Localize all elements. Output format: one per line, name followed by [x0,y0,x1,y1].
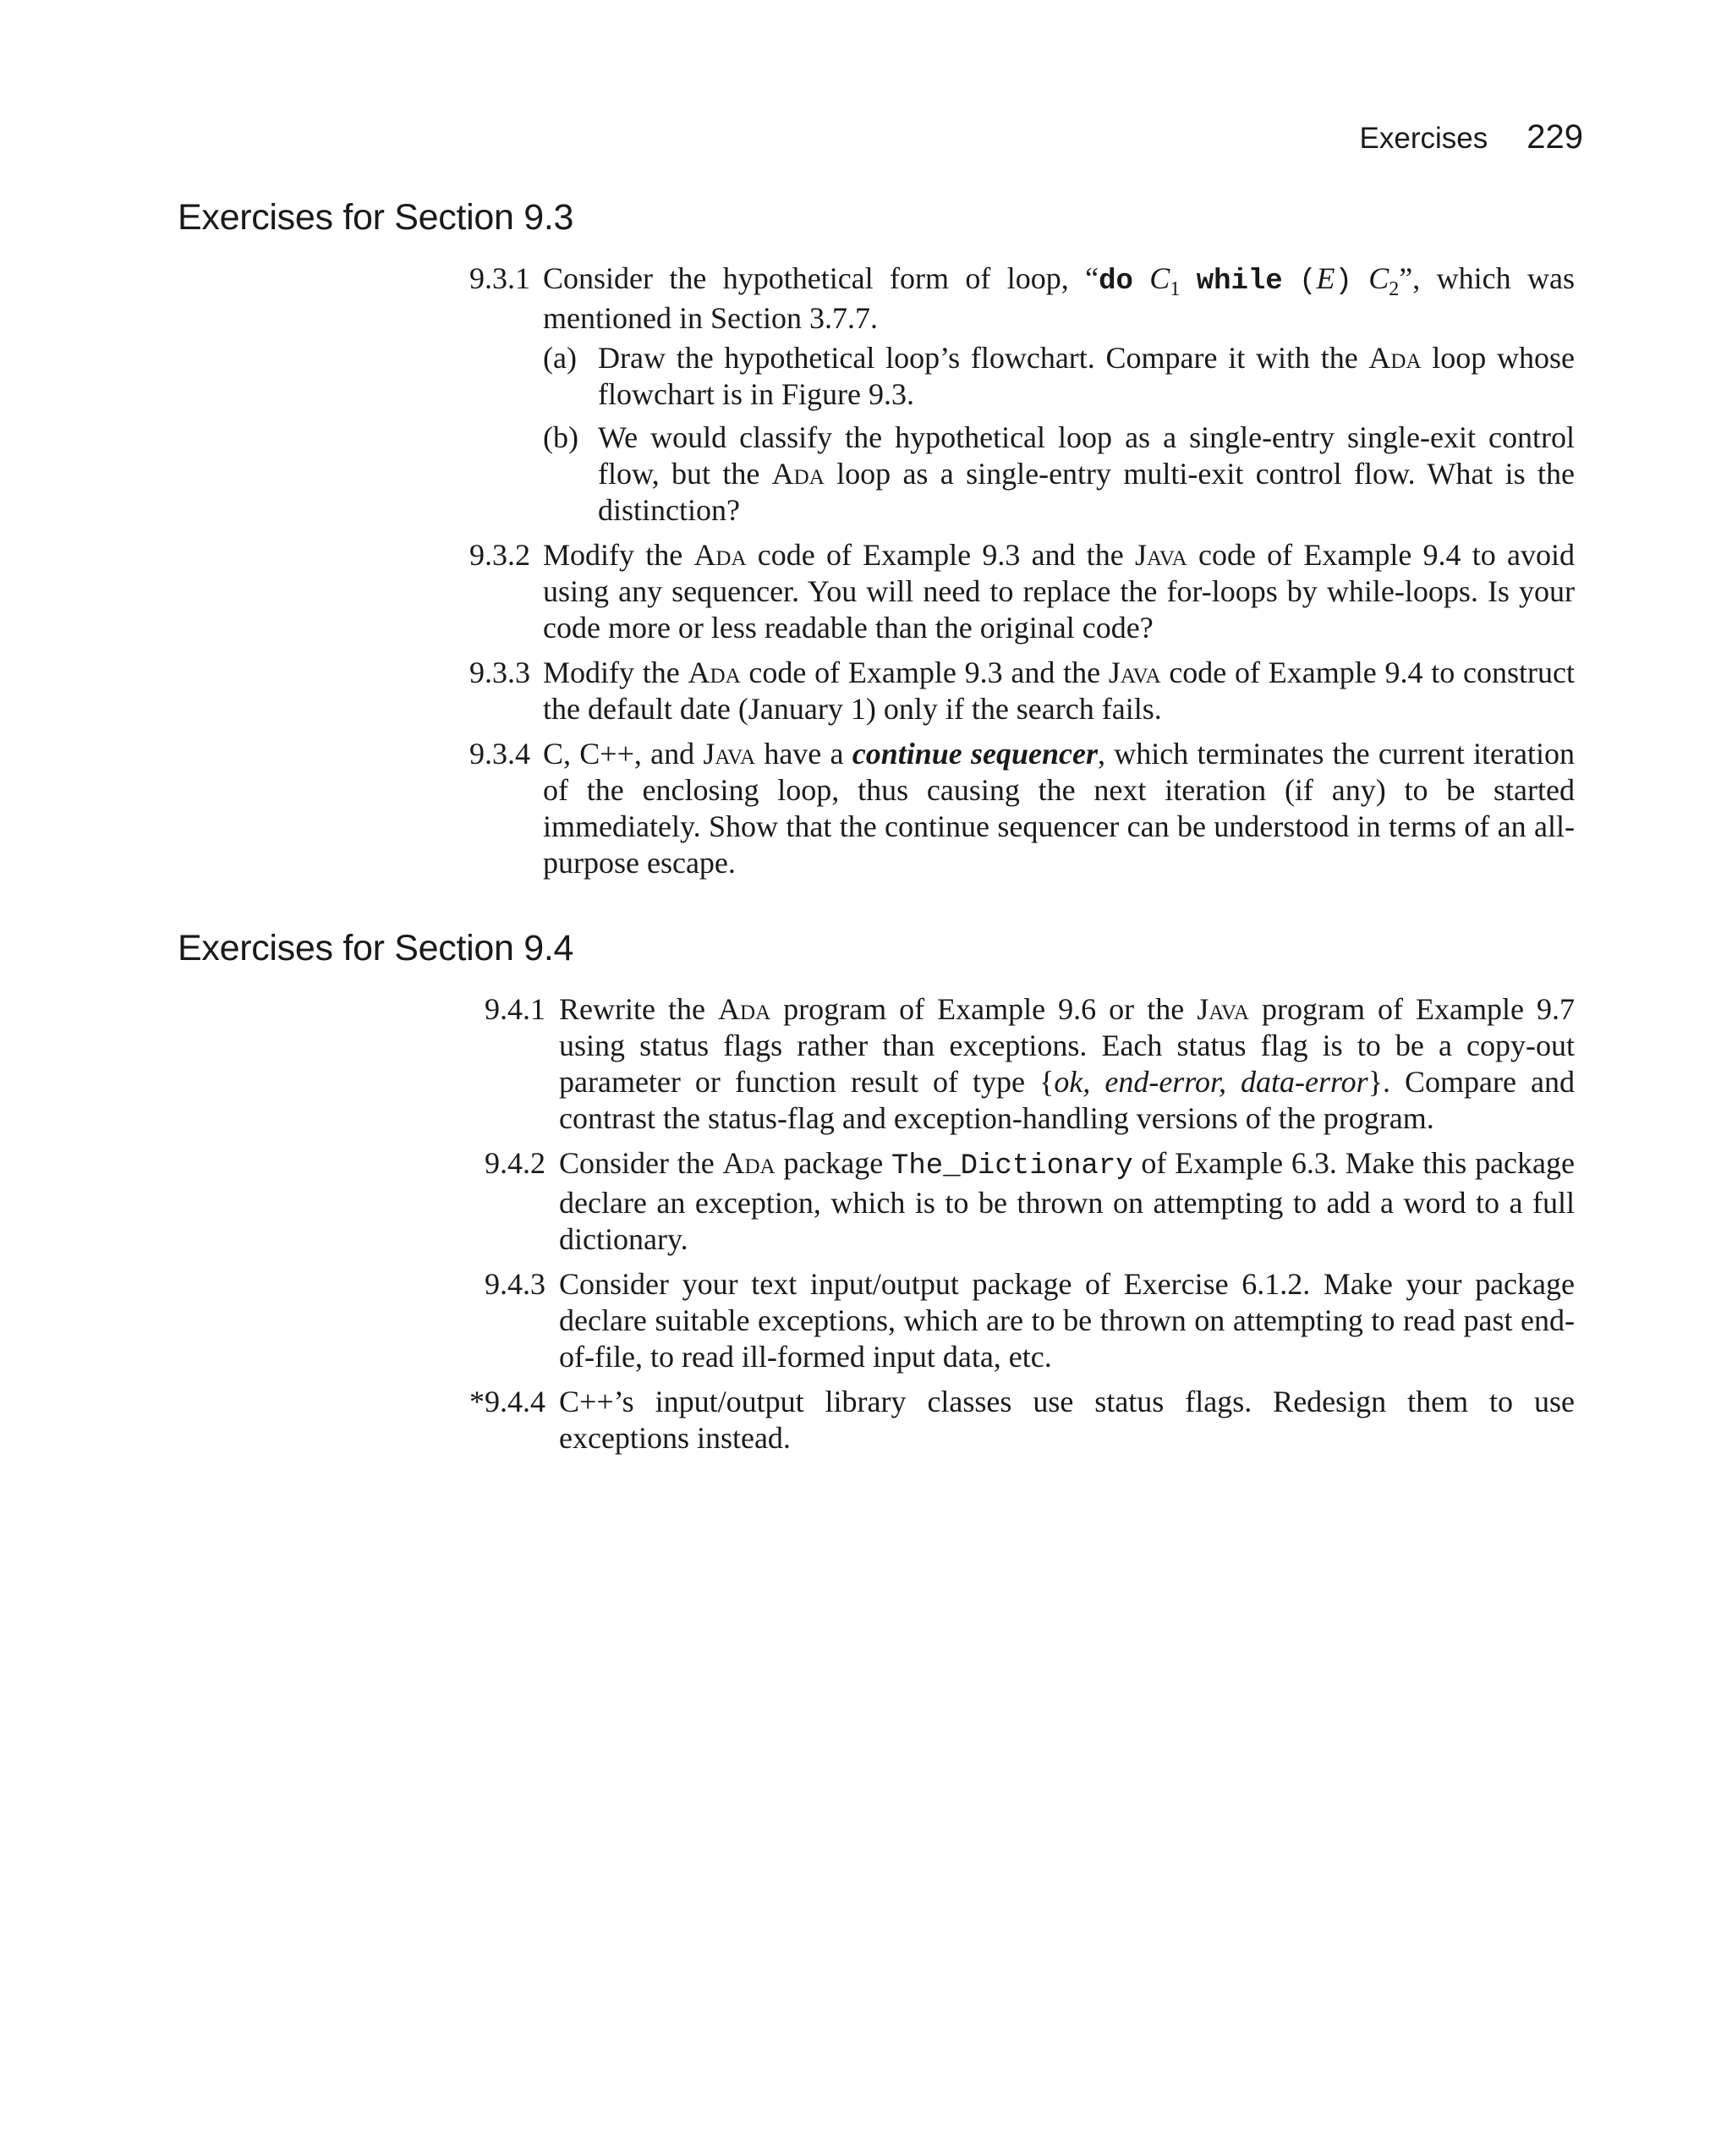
exercise-text: C, C++, and Java have a continue sequencer, which terminates the current iteration of the enclosing loop, thus causing the next iteration (if any) to be started immediately. Show that the continue sequencer can be understood in terms of an all-purpose escape. [543,737,1575,880]
exercise-number: 9.3.1 [469,261,530,295]
subpart-text: Draw the hypothetical loop’s flowchart. Compare it with the Ada loop whose flowchart is in Figure 9.3. [598,341,1575,411]
subpart-label: (b) [543,420,578,454]
exercise-9-3-4 [469,736,1575,881]
exercise-number: 9.4.2 [485,1146,545,1180]
page-number: 229 [1526,118,1583,156]
exercise-9-4-1 [469,991,1575,1137]
running-head-title: Exercises [1359,122,1488,155]
section-heading-9-3: Exercises for Section 9.3 [178,197,574,238]
section-heading-9-4: Exercises for Section 9.4 [178,928,574,968]
code-the-dictionary: The_Dictionary [891,1150,1133,1182]
exercise-text: Modify the Ada code of Example 9.3 and the Java code of Example 9.4 to construct the default date (January 1) only if the search fails. [543,656,1576,726]
subpart-label: (a) [543,341,577,375]
exercise-9-4-3 [469,1266,1575,1375]
exercise-text: Consider your text input/output package of Exercise 6.1.2. Make your package declare suitable exceptions, which are to be thrown on attempting to read past end-of-file, to read ill-formed input data, etc. [559,1267,1575,1374]
exercise-list-9-3 [0,261,1575,890]
exercise-text: Consider the Ada package The_Dictionary of Example 6.3. Make this package declare an exception, which is to be thrown on attempting to add a word to a full dictionary. [559,1146,1575,1256]
exercise-number: 9.3.3 [469,656,530,689]
exercise-text: C++’s input/output library classes use status flags. Redesign them to use exceptions instead. [559,1385,1575,1455]
subpart-a [543,340,1575,413]
exercise-number: *9.4.4 [469,1385,545,1418]
exercise-9-4-4 [469,1384,1575,1457]
exercise-9-3-2 [469,537,1575,646]
exercise-list-9-4 [0,991,1575,1465]
exercise-number: 9.4.1 [485,992,545,1026]
subpart-text: We would classify the hypothetical loop as a single-entry single-exit control flow, but the Ada loop as a single-entry multi-exit control flow. What is the distinction? [598,420,1575,527]
subpart-b [543,420,1575,529]
running-head [1360,118,1583,156]
term-continue-sequencer: continue sequencer [852,737,1098,771]
exercise-number: 9.3.4 [469,737,530,771]
exercise-9-4-2 [469,1145,1575,1258]
exercise-number: 9.3.2 [469,538,530,572]
exercise-number: 9.4.3 [485,1267,545,1301]
exercise-text: Rewrite the Ada program of Example 9.6 or the Java program of Example 9.7 using status flags rather than exceptions. Each status flag is to be a copy-out parameter or function result of type {ok, end-error, data-error}. Compare and contrast the status-flag and exception-handling versions of the program. [559,992,1575,1135]
exercise-9-3-3 [469,655,1575,727]
exercise-text: Consider the hypothetical form of loop, “do $C_1$ while (E) $C_2$”, which was mentioned in Section 3.7.7. [543,261,1575,335]
exercise-text: Modify the Ada code of Example 9.3 and the Java code of Example 9.4 to avoid using any sequencer. You will need to replace the for-loops by while-loops. Is your code more or less readable than the original code? [543,538,1575,645]
exercise-9-3-1 [469,261,1575,529]
